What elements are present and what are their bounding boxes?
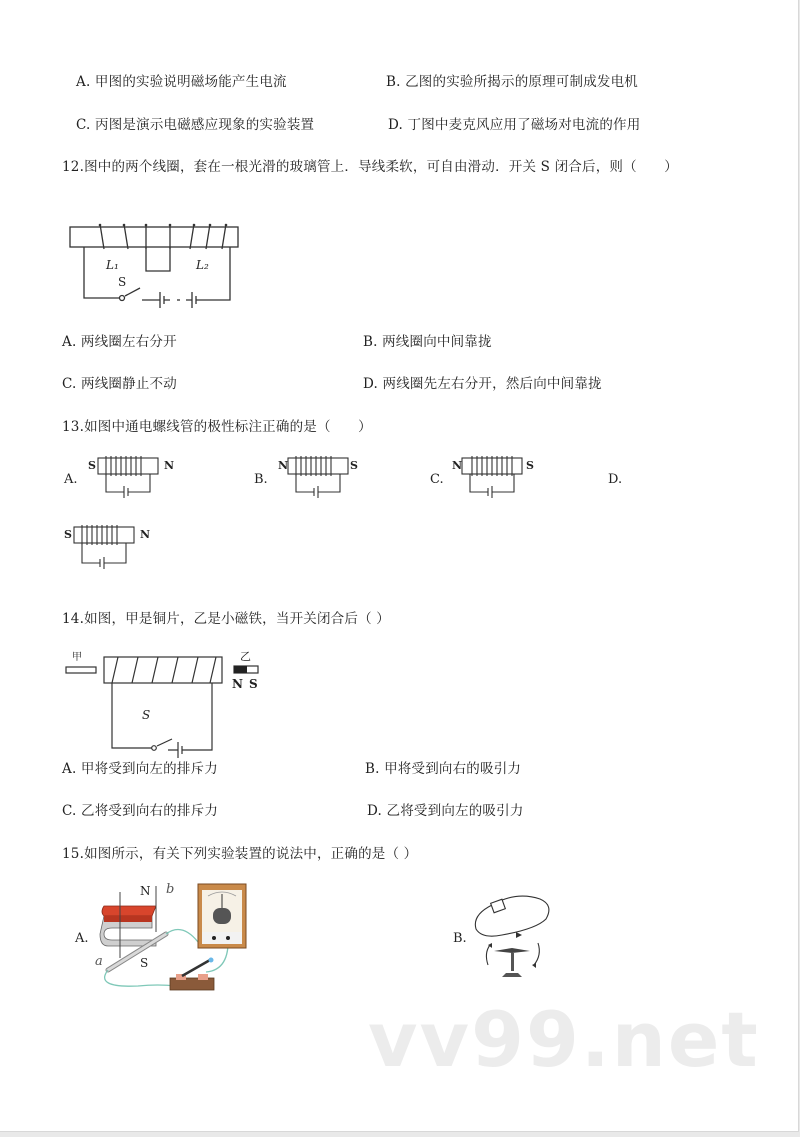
magnet-n-pole-label: N — [140, 884, 151, 898]
solenoid-diagram-d — [72, 525, 138, 575]
q13-d-left-pole: S — [64, 528, 72, 541]
watermark-text: vv99.net — [368, 995, 760, 1084]
q11-option-b[interactable]: B. 乙图的实验所揭示的原理可制成发电机 — [386, 74, 639, 90]
q13-option-d-letter[interactable]: D. — [608, 472, 623, 487]
solenoid-diagram-b — [286, 456, 352, 504]
q15-stem: 15.如图所示，有关下列实验装置的说法中，正确的是（ ） — [62, 846, 418, 862]
magnet-s-label: S — [249, 677, 258, 691]
solenoid-circuit-diagram — [66, 655, 276, 755]
q12-option-b[interactable]: B. 两线圈向中间靠拢 — [363, 334, 492, 350]
solenoid-diagram-c — [460, 456, 526, 504]
q11-option-a[interactable]: A. 甲图的实验说明磁场能产生电流 — [76, 74, 287, 90]
q13-b-left-pole: N — [278, 459, 289, 472]
q13-a-right-pole: N — [164, 459, 175, 472]
q13-c-left-pole: N — [452, 459, 463, 472]
q14-option-a[interactable]: A. 甲将受到向左的排斥力 — [62, 761, 218, 777]
magnet-n-label: N — [232, 677, 243, 691]
q15-option-b-letter[interactable]: B. — [453, 931, 467, 946]
q11-option-d[interactable]: D. 丁图中麦克风应用了磁场对电流的作用 — [388, 117, 641, 133]
q13-option-b-letter[interactable]: B. — [254, 472, 268, 487]
q13-b-right-pole: S — [350, 459, 358, 472]
coil-circuit-diagram — [62, 220, 262, 330]
q12-option-a[interactable]: A. 两线圈左右分开 — [62, 334, 177, 350]
q14-switch-label: S — [142, 708, 151, 722]
switch-s-label: S — [118, 275, 127, 289]
oersted-experiment-illustration — [472, 893, 562, 983]
small-magnet-label: 乙 — [240, 650, 251, 663]
rod-end-a-label: a — [95, 954, 103, 969]
q14-option-c[interactable]: C. 乙将受到向右的排斥力 — [62, 803, 219, 819]
q13-d-right-pole: N — [140, 528, 151, 541]
q13-a-left-pole: S — [88, 459, 96, 472]
q12-option-c[interactable]: C. 两线圈静止不动 — [62, 376, 177, 392]
q14-stem: 14.如图，甲是铜片，乙是小磁铁，当开关闭合后（ ） — [62, 611, 390, 627]
copper-plate-label: 甲 — [72, 652, 82, 663]
q11-option-c[interactable]: C. 丙图是演示电磁感应现象的实验装置 — [76, 117, 315, 133]
q13-option-a-letter[interactable]: A. — [64, 472, 78, 487]
coil-l2-label: L₂ — [196, 258, 209, 272]
q15-option-a-letter[interactable]: A. — [75, 931, 89, 946]
q13-option-c-letter[interactable]: C. — [430, 472, 444, 487]
q13-c-right-pole: S — [526, 459, 534, 472]
q13-stem: 13.如图中通电螺线管的极性标注正确的是（ ） — [62, 419, 372, 435]
q12-option-d[interactable]: D. 两线圈先左右分开，然后向中间靠拢 — [363, 376, 602, 392]
coil-l1-label: L₁ — [106, 258, 119, 272]
q12-stem: 12.图中的两个线圈，套在一根光滑的玻璃管上．导线柔软，可自由滑动．开关 S 闭合后，则（ ） — [62, 159, 678, 175]
q14-option-d[interactable]: D. 乙将受到向左的吸引力 — [367, 803, 524, 819]
magnet-galvanometer-illustration — [98, 882, 268, 992]
solenoid-diagram-a — [96, 456, 162, 504]
rod-end-b-label: b — [166, 882, 175, 897]
q14-option-b[interactable]: B. 甲将受到向右的吸引力 — [365, 761, 522, 777]
magnet-s-pole-label: S — [140, 956, 149, 970]
